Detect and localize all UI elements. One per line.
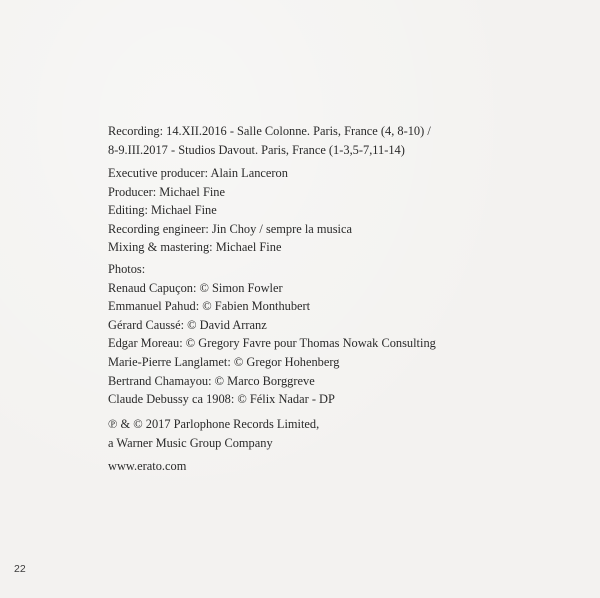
credit-executive-producer: Executive producer: Alain Lanceron [108, 166, 288, 180]
credit-producer: Producer: Michael Fine [108, 184, 225, 199]
copyright-notice [108, 415, 319, 452]
website-url: www.erato.com [108, 459, 187, 473]
photo-credit-item: Bertrand Chamayou: © Marco Borggreve [108, 373, 315, 388]
copyright-line-1: ℗ & © 2017 Parlophone Records Limited, [108, 417, 320, 431]
credit-editing: Editing: Michael Fine [108, 203, 217, 218]
production-credits [108, 164, 352, 257]
copyright-line-2: a Warner Music Group Company [108, 435, 273, 450]
photo-credit-item: Emmanuel Pahud: © Fabien Monthubert [108, 299, 311, 314]
recording-info [108, 122, 431, 159]
credit-recording-engineer: Recording engineer: Jin Choy / sempre la musica [108, 221, 352, 236]
photo-credit-item: Marie-Pierre Langlamet: © Gregor Hohenberg [108, 354, 340, 369]
photos-heading: Photos: [108, 262, 146, 276]
photo-credits [108, 260, 436, 409]
recording-line-1: Recording: 14.XII.2016 - Salle Colonne. Paris, France (4, 8-10) / [108, 124, 431, 138]
photo-credit-item: Renaud Capuçon: © Simon Fowler [108, 280, 283, 295]
recording-line-2: 8-9.III.2017 - Studios Davout. Paris, France (1-3,5-7,11-14) [108, 142, 405, 157]
photo-credit-item: Edgar Moreau: © Gregory Favre pour Thomas Nowak Consulting [108, 336, 436, 351]
photo-credit-item: Gérard Caussé: © David Arranz [108, 317, 267, 332]
website-block [108, 457, 186, 476]
photo-credit-item: Claude Debussy ca 1908: © Félix Nadar - DP [108, 392, 335, 407]
credit-mixing-mastering: Mixing & mastering: Michael Fine [108, 240, 282, 255]
page-number: 22 [14, 563, 26, 575]
